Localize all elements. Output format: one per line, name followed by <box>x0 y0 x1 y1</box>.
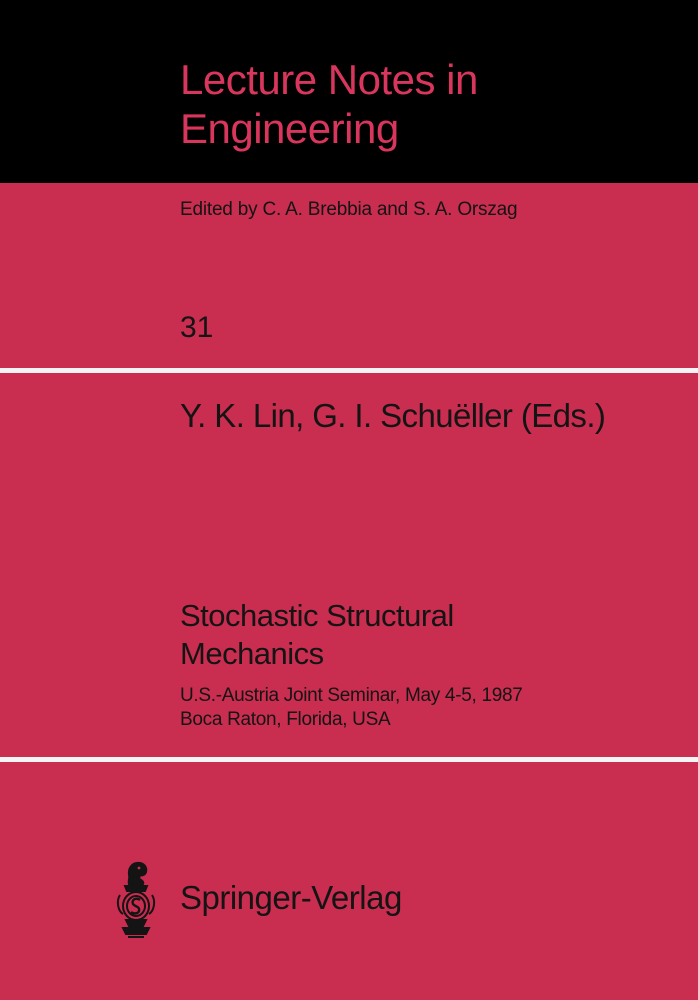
divider-lower <box>0 757 698 762</box>
series-title <box>180 55 478 153</box>
series-title-line-1: Lecture Notes in <box>180 56 478 103</box>
subtitle-line-1: U.S.-Austria Joint Seminar, May 4-5, 1987 <box>180 685 523 706</box>
book-authors: Y. K. Lin, G. I. Schuëller (Eds.) <box>180 397 606 434</box>
publisher-name: Springer-Verlag <box>180 879 402 916</box>
volume-number: 31 <box>180 311 214 344</box>
series-editors: Edited by C. A. Brebbia and S. A. Orszag <box>180 199 518 220</box>
book-title-line-2: Mechanics <box>180 636 324 671</box>
subtitle-line-2: Boca Raton, Florida, USA <box>180 709 391 730</box>
springer-chess-knight-icon <box>112 857 160 941</box>
series-title-line-2: Engineering <box>180 105 399 152</box>
book-title-line-1: Stochastic Structural <box>180 598 454 633</box>
divider-upper <box>0 368 698 373</box>
book-title <box>180 597 454 673</box>
series-header-band <box>0 0 698 183</box>
book-subtitle <box>180 684 523 732</box>
